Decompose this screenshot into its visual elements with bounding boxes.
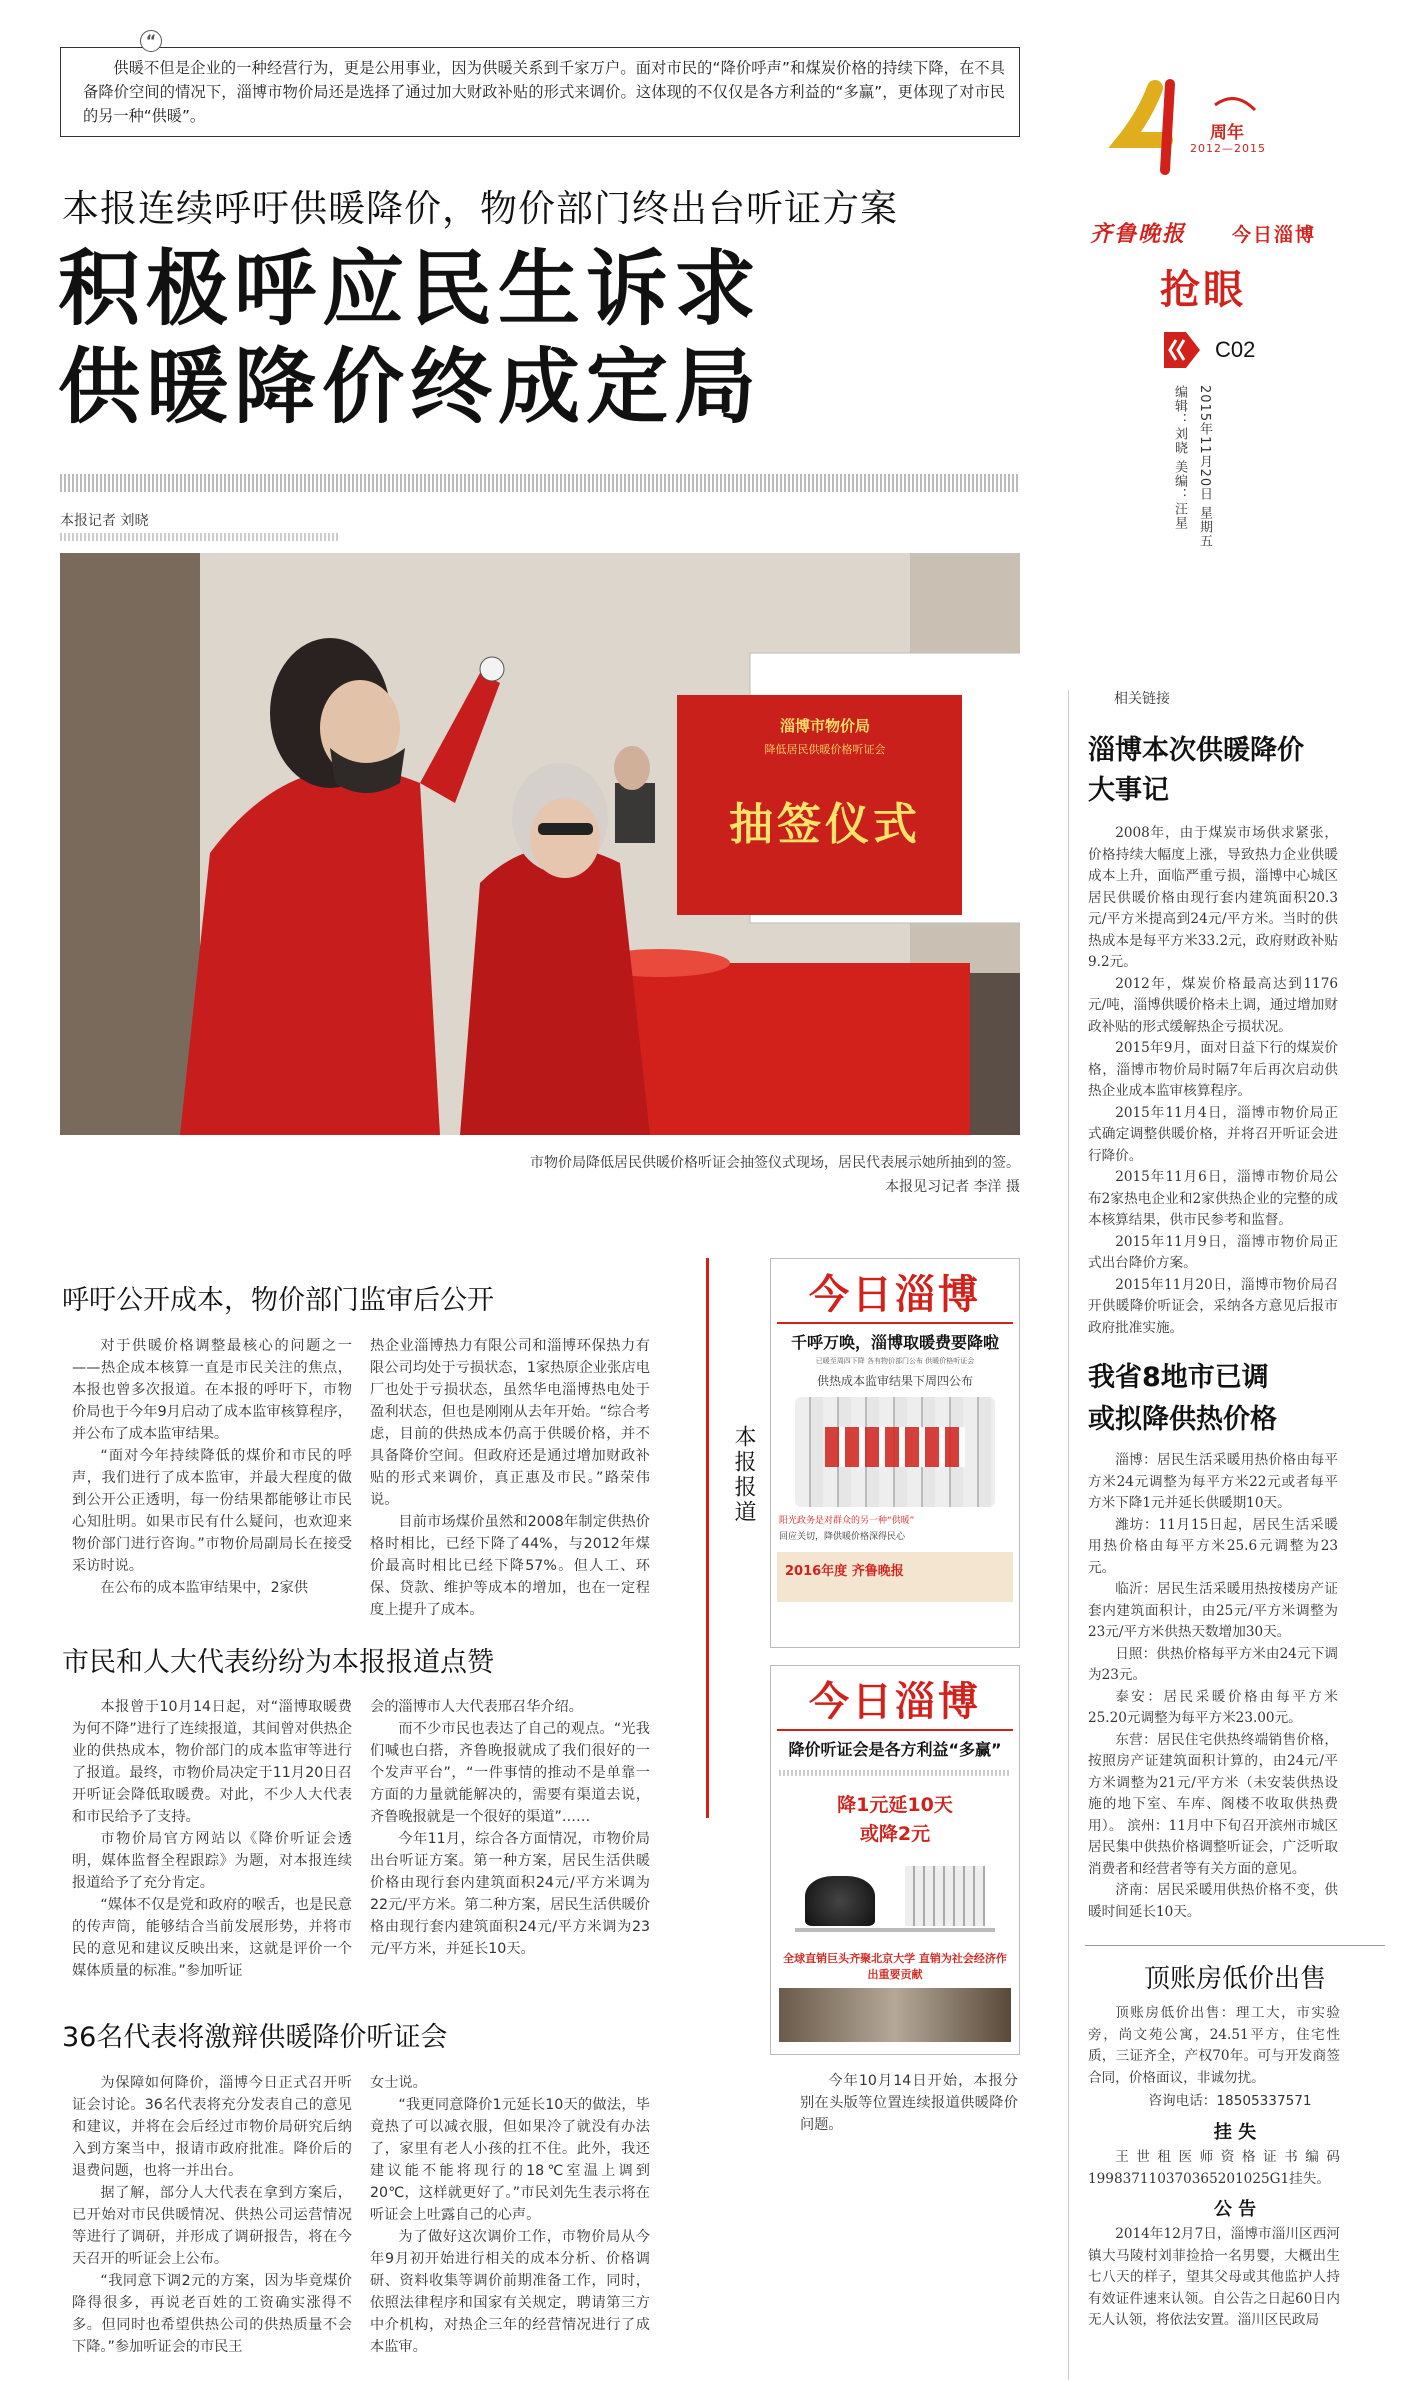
section-3-heading: 36名代表将激辩供暖降价听证会: [62, 2022, 448, 2053]
section-2-heading: 市民和人大代表纷纷为本报报道点赞: [62, 1647, 494, 1678]
paragraph: 对于供暖价格调整最核心的问题之一——热企成本核算一直是市民关注的焦点，本报也曾多次报道。在本报的呼吁下，市物价局也于今年9月启动了成本监审核算程序，并公布了成本监审结果。: [72, 1338, 352, 1442]
paragraph: 据了解，部分人大代表在拿到方案后，已开始对市民供暖情况、供热公司运营情况等进行了调研，并形成了调研报告，将在今天召开的听证会上公布。: [72, 2185, 352, 2267]
headline-line-2: 供暖降价终成定局: [58, 340, 763, 435]
loss-text: [1088, 2147, 1340, 2190]
screen-title: 淄博市物价局: [779, 717, 870, 735]
section-1-col-2: [370, 1335, 650, 1621]
headline-rule: [60, 474, 1020, 492]
paragraph: “面对今年持续降低的煤价和市民的呼声，我们进行了成本监审，并最大程度的做到公开公正透明，每一份结果都能够让市民心知肚明。如果市民有什么疑问，也欢迎来物价部门进行咨询。”市物价局副局长在接受采访时说。: [72, 1448, 352, 1574]
paragraph: 淄博：居民生活采暖用热价格由每平方米24元调整为每平方米22元或者每平方米下降1元并延长供暖期10天。: [1088, 1452, 1338, 1511]
intro-quote-icon: “: [140, 30, 162, 52]
photo-credit: 本报见习记者 李洋 摄: [885, 1179, 1020, 1195]
anniversary-label: 周年: [1210, 123, 1244, 143]
byline-rule: [60, 533, 340, 541]
paragraph: 2008年，由于煤炭市场供求紧张，价格持续大幅度上涨，导致热力企业供暖成本上升，面临严重亏损，淄博中心城区居民供暖价格由现行套内建筑面积20.3元/平方米提高到24元/平方米。当时的供热成本是每平方米33.2元，政府财政补贴9.2元。: [1088, 825, 1338, 970]
classifieds-title: 顶账房低价出售: [1143, 1964, 1326, 1994]
sidebar-divider: [1068, 690, 1069, 2380]
paragraph: 目前市场煤价虽然和2008年制定供热价格时相比，已经下降了44%，与2012年煤价最高时相比已经下降57%。但人工、环保、贷款、维护等成本的增加，也在一定程度上提升了成本。: [370, 1514, 650, 1618]
thumb-masthead: 今日淄博: [809, 1272, 981, 1318]
screen-main: 抽签仪式: [729, 799, 921, 850]
report-label: 本报报道: [731, 1425, 756, 1525]
classifieds-rule: [1085, 1945, 1385, 1946]
thumb-photo: [779, 1988, 1011, 2042]
thumb-radiator-image: [795, 1397, 995, 1507]
paragraph: “媒体不仅是党和政府的喉舌，也是民意的传声筒，能够结合当前发展形势，并将市民的意见和建议反映出来，这就是评价一个媒体质量的标准。”参加听证: [72, 1897, 352, 1979]
thumb-price-2: 或降2元: [859, 1823, 931, 1845]
paragraph: 泰安：居民采暖价格由每平方米25.20元调整为每平方米23.00元。: [1088, 1688, 1338, 1726]
thumb-price-1: 降1元延10天: [837, 1794, 953, 1816]
report-label-bar: [706, 1258, 709, 1818]
paragraph: 会的淄博市人大代表邢召华介绍。: [370, 1699, 583, 1715]
date-line: 2015年11月20日 星期五: [1197, 385, 1212, 549]
paragraph: 2015年11月9日，淄博市物价局正式出台降价方案。: [1088, 1233, 1338, 1271]
sidebar-2-body: [1088, 1450, 1338, 1923]
section-3-col-1: [72, 2072, 352, 2358]
sidebar-2-title-1: 我省8地市已调: [1088, 1362, 1269, 1393]
editor-line: 编辑：刘晓 美编：汪星: [1172, 385, 1187, 531]
classified-body: 顶账房低价出售：理工大，市实验旁，尚文苑公寓，24.51平方，住宅性质，三证齐全，产权70年。可与开发商签合同，价格面议，非诚勿扰。: [1088, 2005, 1340, 2086]
thumb-coal-image: [795, 1856, 995, 1936]
paragraph: “我同意下调2元的方案，因为毕竟煤价降得很多，再说老百姓的工资确实涨得不多。但同时也希望供热公司的供热质量不会下降。”参加听证会的市民王: [72, 2273, 352, 2355]
classifieds-contact: 咨询电话：18505337571: [1148, 2093, 1312, 2109]
paragraph: 今年11月，综合各方面情况，市物价局出台听证方案。第一种方案，居民生活供暖价格由现行套内建筑面积24元/平方米调为22元/平方米。第二种方案，居民生活供暖价格由现行套内建筑面积24元/平方米调为23元/平方米，并延长10天。: [370, 1831, 650, 1957]
paragraph: 济南：居民采暖用供热价格不变，供暖时间延长10天。: [1088, 1882, 1338, 1920]
headline-kicker: 本报连续呼吁供暖降价，物价部门终出台听证方案: [62, 187, 898, 230]
thumb-headline: 降价听证会是各方利益“多赢”: [788, 1740, 1002, 1759]
paragraph: 市物价局官方网站以《降价听证会透明，媒体监督全程跟踪》为题，对本报连续报道给予了充分肯定。: [72, 1831, 352, 1891]
paragraph: 东营：居民住宅供热终端销售价格，按照房产证建筑面积计算的，由24元/平方米调整为21元/平方米（未安装供热设施的地下室、车库、阁楼不收取供热费用）。 滨州：11月中下旬召开滨州市城区居民集中供热价格调整听证会，广泛听取消费者和经营者等有关方面的意见。: [1088, 1731, 1338, 1877]
byline: 本报记者 刘晓: [60, 513, 149, 529]
anniversary-years: 2012—2015: [1190, 142, 1266, 155]
paragraph: 热企业淄博热力有限公司和淄博环保热力有限公司均处于亏损状态，1家热原企业张店电厂也处于亏损状态，虽然华电淄博热电处于盈利状态，但也是刚刚从去年开始。“综合考虑，目前的供热成本仍高于供暖价格，并不具备降价空间。但政府还是通过增加财政补贴的形式来调价，真正惠及市民。”路荣伟说。: [370, 1338, 650, 1508]
edition-name: 今日淄博: [1232, 224, 1317, 246]
main-photo: [60, 553, 1020, 1135]
page-number: C02: [1215, 337, 1256, 362]
paragraph: 日照：供热价格每平方米由24元下调为23元。: [1088, 1645, 1338, 1683]
headline-line-1: 积极呼应民生诉求: [58, 242, 763, 337]
loss-title: 挂 失: [1213, 2122, 1257, 2143]
notice-body: 2014年12月7日，淄博市淄川区西河镇大马陵村刘菲捡拾一名男婴，大概出生七八天的样子，望其父母或其他监护人持有效证件速来认领。自公告之日起60日内无人认领，将依法安置。淄川区民政局: [1088, 2226, 1340, 2328]
paragraph: 在公布的成本监审结果中，2家供: [100, 1580, 309, 1596]
sidebar-1-body: [1088, 823, 1338, 1339]
thumb-sub: 回应关切，降供暖价格深得民心: [779, 1532, 906, 1542]
paragraph: 女士说。: [370, 2075, 427, 2091]
paragraph: 2015年9月，面对日益下行的煤炭价格，淄博市物价局时隔7年后再次启动供热企业成本监审核算程序。: [1088, 1040, 1338, 1099]
paragraph: 2015年11月4日，淄博市物价局正式确定调整供暖价格，并将召开听证会进行降价。: [1088, 1104, 1338, 1164]
screen-subtitle: 降低居民供暖价格听证会: [764, 743, 886, 756]
section-2-col-2: [370, 1696, 650, 1960]
intro-text: 供暖不但是企业的一种经营行为，更是公用事业，因为供暖关系到千家万户。面对市民的“降价呼声”和煤炭价格的持续下降，在不具备降价空间的情况下，淄博市物价局还是选择了通过加大财政补贴的形式来调价。这体现的不仅仅是各方利益的“多赢”，更体现了对市民的另一种“供暖”。: [83, 59, 1005, 125]
photo-caption: 市物价局降低居民供暖价格听证会抽签仪式现场，居民代表展示她所抽到的签。: [530, 1155, 1020, 1171]
paragraph: 为保障如何降价，淄博今日正式召开听证会讨论。36名代表将充分发表自己的意见和建议，并将在会后经过市物价局研究后纳入到方案当中，报请市政府批准。降价后的退费问题，也将一并出台。: [72, 2075, 352, 2179]
paragraph: 2015年11月6日，淄博市物价局公布2家热电企业和2家供热企业的完整的成本核算结果，供市民参考和监督。: [1088, 1169, 1338, 1228]
front-page-thumb-1: [770, 1258, 1020, 1648]
front-page-thumb-2: [770, 1665, 1020, 2055]
intro-box: [60, 47, 1020, 137]
thumb-sub: 已暖至周四下降 各有物价部门公布 供暖价格听证会: [815, 1357, 975, 1365]
sidebar-1-title-1: 淄博本次供暖降价: [1088, 735, 1304, 766]
paragraph: 2012年，煤炭价格最高达到1176元/吨，淄博供暖价格未上调，通过增加财政补贴的形式缓解热企亏损状况。: [1088, 975, 1338, 1035]
section-2-col-1: [72, 1696, 352, 1982]
sidebar-2-title-2: 或拟降供热价格: [1088, 1404, 1277, 1435]
thumb-sub: 供热成本监审结果下周四公布: [816, 1374, 973, 1388]
section-1-heading: 呼吁公开成本，物价部门监审后公开: [62, 1285, 494, 1316]
paper-name: 齐鲁晚报: [1090, 222, 1187, 247]
section-3-col-2: [370, 2072, 650, 2358]
paragraph: 而不少市民也表达了自己的观点。“光我们喊也白搭，齐鲁晚报就成了我们很好的一个发声平台”，“一件事情的推动不是单靠一方面的力量就能解决的，需要有渠道去说，齐鲁晚报就是一个很好的渠道”……: [370, 1721, 650, 1825]
paragraph: 2015年11月20日，淄博市物价局召开供暖降价听证会，采纳各方意见后报市政府批准实施。: [1088, 1276, 1338, 1336]
paragraph: 潍坊：11月15日起，居民生活采暖用热价格由每平方米25.6元调整为23元。: [1088, 1516, 1338, 1576]
page-badge-icon: [1162, 330, 1202, 370]
related-label: 相关链接: [1108, 688, 1176, 708]
thumb-ad: 2016年度 齐鲁晚报: [777, 1552, 1013, 1602]
section-1-col-1: [72, 1335, 352, 1599]
sidebar-1-title-2: 大事记: [1088, 775, 1169, 806]
notice-text: [1088, 2224, 1340, 2332]
paragraph: 为了做好这次调价工作，市物价局从今年9月初开始进行相关的成本分析、价格调研、资料收集等调价前期准备工作，同时，依照法律程序和国家有关规定，聘请第三方中介机构，对热企三年的经营情况进行了成本监审。: [370, 2229, 650, 2355]
classifieds-text: [1088, 2003, 1340, 2089]
thumb-headline: 千呼万唤，淄博取暖费要降啦: [790, 1333, 999, 1352]
section-name: 抢眼: [1160, 267, 1246, 313]
thumb-sub: 阳光政务是对群众的另一种“供暖”: [779, 1516, 915, 1526]
thumbs-caption: 今年10月14日开始，本报分别在头版等位置连续报道供暖降价问题。: [800, 2073, 1018, 2133]
paragraph: “我更同意降价1元延长10天的做法，毕竟热了可以减衣服，但如果冷了就没有办法了，家里有老人小孩的扛不住。此外，我还建议能不能将现行的18℃室温上调到20℃，这样就更好了。”市民刘先生表示将在听证会上吐露自己的心声。: [370, 2097, 650, 2223]
paragraph: 本报曾于10月14日起，对“淄博取暖费为何不降”进行了连续报道，其间曾对供热企业的供热成本，物价部门的成本监审等进行了报道。最终，市物价局决定于11月20日召开听证会降低取暖费。对此，不少人大代表和市民给予了支持。: [72, 1699, 352, 1825]
thumb-masthead: 今日淄博: [809, 1679, 981, 1725]
loss-body: 王世租医师资格证书编码199837110370365201025G1挂失。: [1088, 2149, 1340, 2187]
paragraph: 临沂：居民生活采暖用热按楼房产证套内建筑面积计，由25元/平方米调整为23元/平方米供热天数增加30天。: [1088, 1581, 1338, 1640]
thumb-bottom: 全球直销巨头齐聚北京大学 直销为社会经济作出重要贡献: [783, 1952, 1007, 1981]
notice-title: 公 告: [1213, 2199, 1257, 2220]
